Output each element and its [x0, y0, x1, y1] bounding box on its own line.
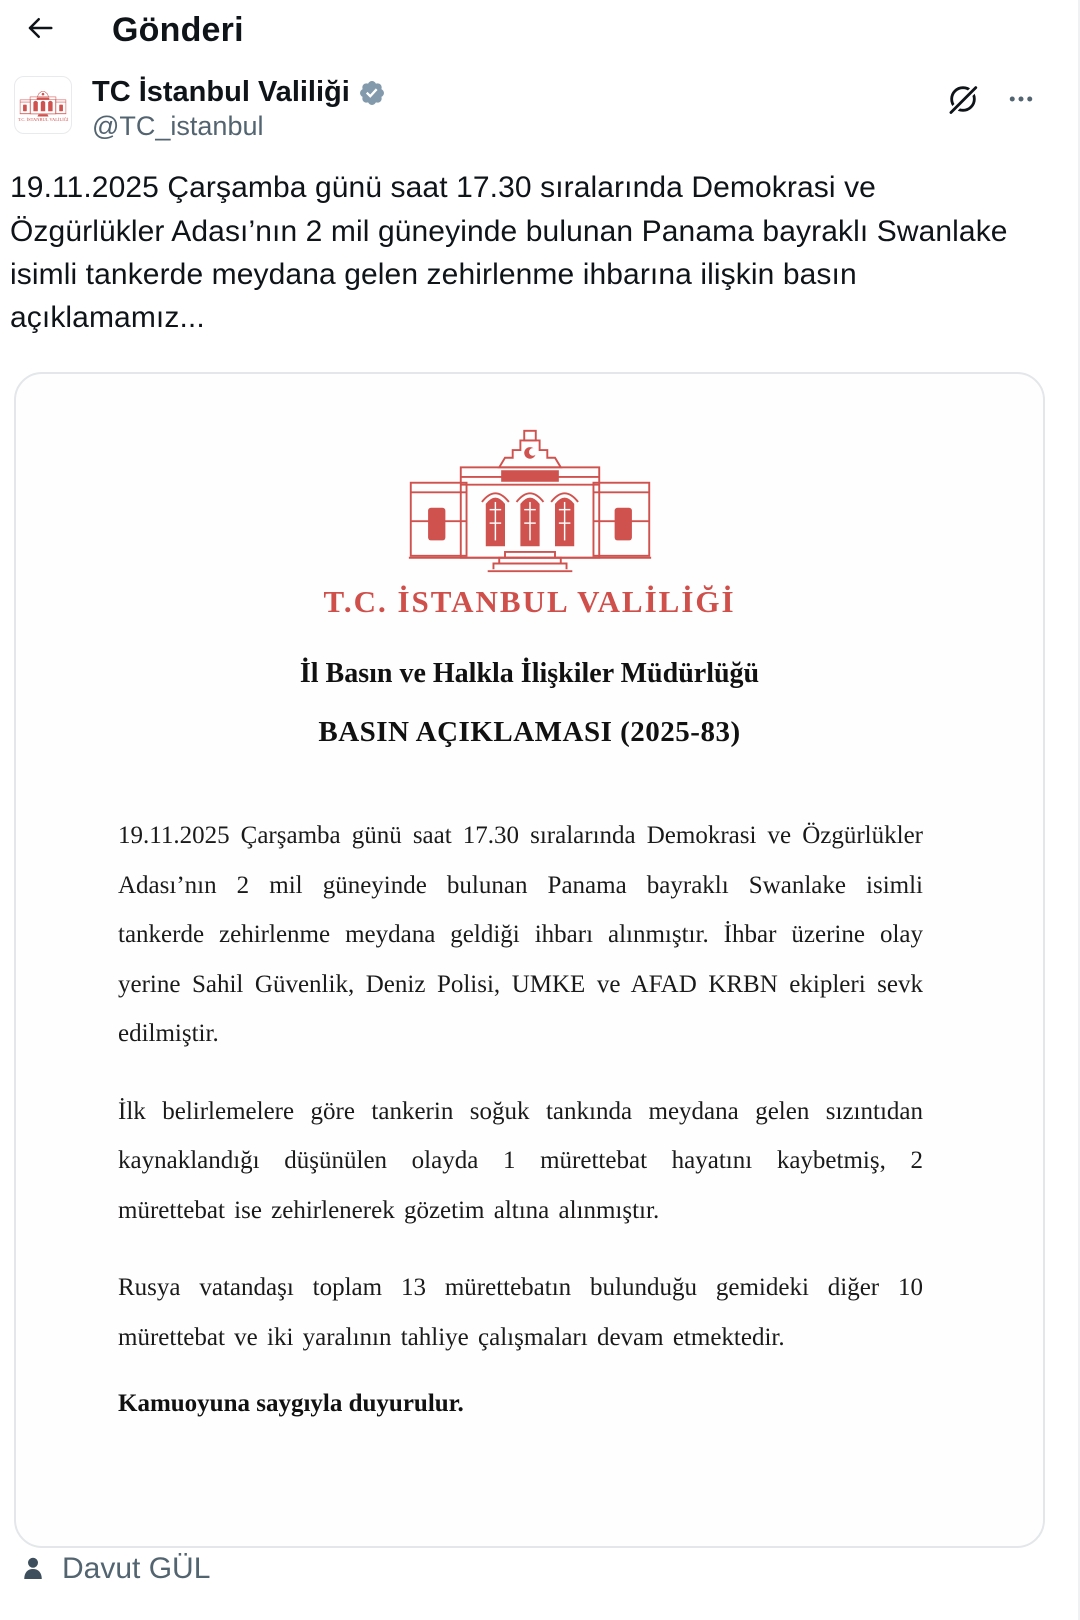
grok-icon[interactable]: [946, 82, 980, 116]
avatar-building-logo: [19, 88, 67, 118]
back-arrow-icon: [25, 13, 55, 48]
avatar-caption: T.C. İSTANBUL VALİLİĞİ: [17, 117, 69, 123]
page-title: Gönderi: [112, 10, 244, 49]
author-handle[interactable]: @TC_istanbul: [92, 111, 264, 142]
press-release-logo-caption: T.C. İSTANBUL VALİLİĞİ: [323, 584, 736, 619]
author-meta: [92, 76, 946, 142]
post-media-image[interactable]: [14, 372, 1045, 1548]
avatar[interactable]: [14, 76, 72, 134]
person-icon: [18, 1554, 48, 1584]
more-options-button[interactable]: [1006, 84, 1036, 114]
press-release-body: [118, 811, 923, 1418]
author-name[interactable]: TC İstanbul Valiliği: [92, 76, 350, 108]
author-row: [0, 54, 1078, 142]
press-release-paragraph: Rusya vatandaşı toplam 13 mürettebatın bulunduğu gemideki diğer 10 mürettebat ve iki yaralının tahliye çalışmaları devam etmektedir.: [118, 1274, 923, 1351]
top-bar: [0, 0, 1078, 54]
tagged-person-name[interactable]: Davut GÜL: [62, 1552, 211, 1585]
press-release-paragraph: 19.11.2025 Çarşamba günü saat 17.30 sıralarında Demokrasi ve Özgürlükler Adası’nın 2 mil güneyinde bulunan Panama bayraklı Swanlake isimli tankerde zehirlenme meydana geldiği ihbarı alınmıştır. İhbar üzerine olay yerine Sahil Güvenlik, Deniz Polisi, UMKE ve AFAD KRBN ekipleri sevk edilmiştir.: [118, 822, 923, 1047]
author-actions: [946, 76, 1054, 116]
press-release-closing: Kamuoyuna saygıyla duyurulur.: [118, 1390, 464, 1417]
press-release-title: BASIN AÇIKLAMASI (2025-83): [318, 716, 741, 748]
back-button[interactable]: [20, 10, 60, 50]
verified-badge-icon: [358, 79, 386, 107]
press-release-department: İl Basın ve Halkla İlişkiler Müdürlüğü: [299, 658, 760, 689]
valilik-building-icon: [405, 426, 655, 576]
press-release-logo: [16, 374, 1043, 620]
tagged-people[interactable]: [18, 1552, 210, 1586]
post-text: 19.11.2025 Çarşamba günü saat 17.30 sıralarında Demokrasi ve Özgürlükler Adası’nın 2 mil güneyinde bulunan Panama bayraklı Swanlake isimli tankerde meydana gelen zehirlenme ihbarına ilişkin basın açıklamamız...: [10, 171, 1008, 334]
press-release-paragraph: İlk belirlemelere göre tankerin soğuk tankında meydana gelen sızıntıdan kaynaklandığı düşünülen olayda 1 mürettebat hayatını kaybetmiş, 2 mürettebat ise zehirlenerek gözetim altına alınmıştır.: [118, 1097, 923, 1224]
